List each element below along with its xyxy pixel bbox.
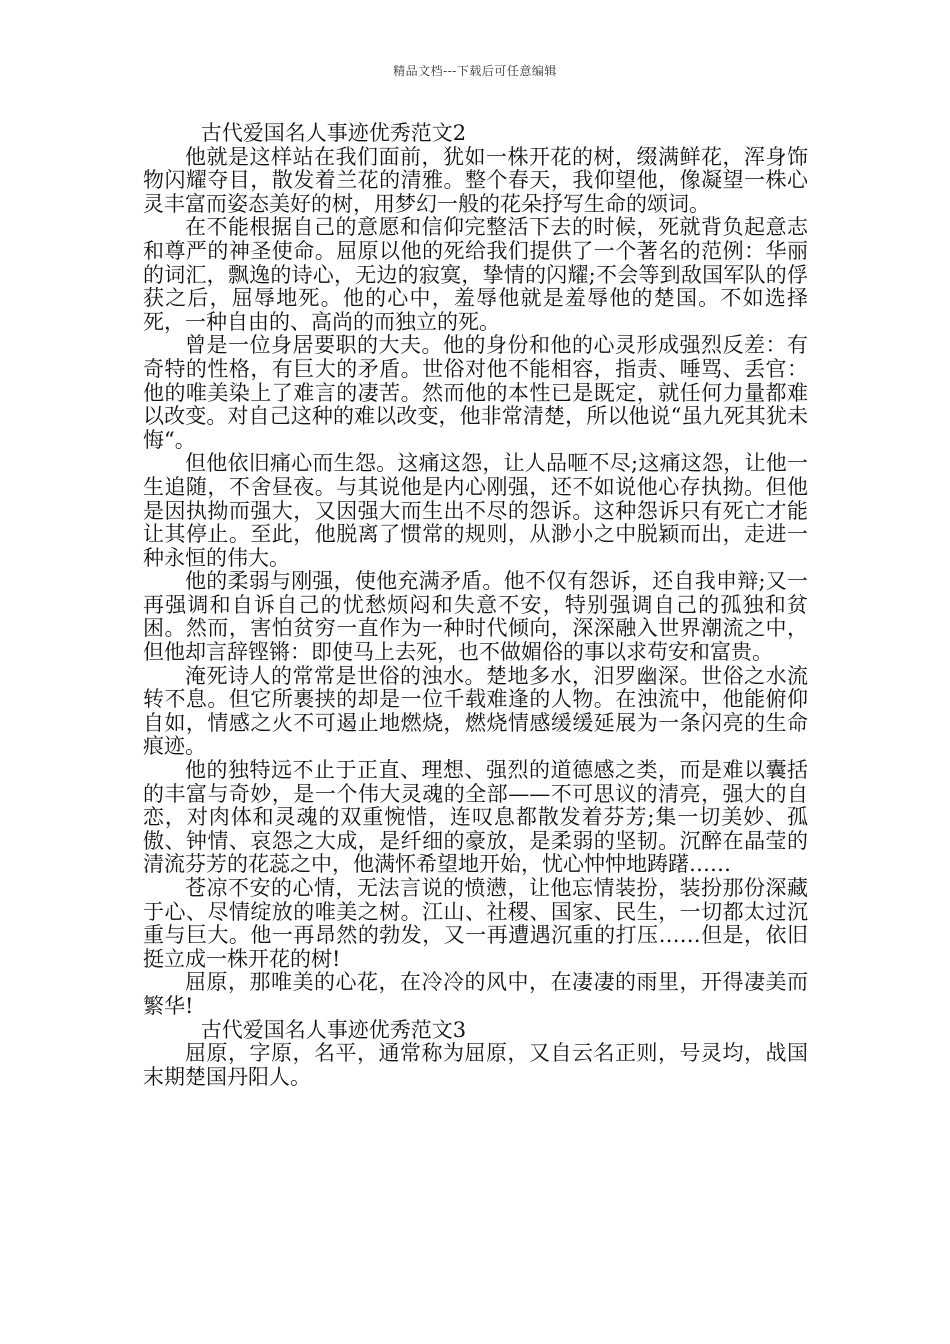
paragraph: 在不能根据自己的意愿和信仰完整活下去的时候，死就背负起意志和尊严的神圣使命。屈原以他的死给我们提供了一个著名的范例：华丽的词汇，飘逸的诗心，无边的寂寞，挚情的闪耀;不会等到敌国军队的俘获之后，屈辱地死。他的心中，羞辱他就是羞辱他的楚国。不如选择死，一种自由的、高尚的而独立的死。: [143, 215, 808, 334]
paragraph: 他的独特远不止于正直、理想、强烈的道德感之类，而是难以囊括的丰富与奇妙，是一个伟大灵魂的全部——不可思议的清亮，强大的自恋，对肉体和灵魂的双重惋惜，连叹息都散发着芬芳;集一切美妙、孤傲、钟情、哀怨之大成，是纤细的豪放，是柔弱的坚韧。沉醉在晶莹的清流芬芳的花蕊之中，他满怀希望地开始，忧心忡忡地踌躇……: [143, 758, 808, 877]
document-body: [143, 122, 808, 1089]
section-heading-3: 古代爱国名人事迹优秀范文3: [200, 1017, 467, 1042]
page-header: 精品文档---下载后可任意编辑: [393, 64, 557, 78]
paragraph: 苍凉不安的心情，无法言说的愤懑，让他忘情装扮，装扮那份深藏于心、尽情绽放的唯美之树。江山、社稷、国家、民生，一切都太过沉重与巨大。他一再昂然的勃发，又一再遭遇沉重的打压……但是，依旧挺立成一株开花的树!: [143, 876, 808, 971]
paragraph: 他的柔弱与刚强，使他充满矛盾。他不仅有怨诉，还自我申辩;又一再强调和自诉自己的忧愁烦闷和失意不安，特别强调自己的孤独和贫困。然而，害怕贫穷一直作为一种时代倾向，深深融入世界潮流之中，但他却言辞铿锵：即使马上去死，也不做媚俗的事以求苟安和富贵。: [143, 569, 808, 665]
paragraph: 曾是一位身居要职的大夫。他的身份和他的心灵形成强烈反差：有奇特的性格，有巨大的矛盾。世俗对他不能相容，指责、唾骂、丢官：他的唯美染上了难言的凄苦。然而他的本性已是既定，就任何力量都难以改变。对自己这种的难以改变，他非常清楚，所以他说“虽九死其犹未悔“。: [143, 333, 808, 452]
paragraph: 他就是这样站在我们面前，犹如一株开花的树，缀满鲜花，浑身饰物闪耀夺目，散发着兰花的清雅。整个春天，我仰望他，像凝望一株心灵丰富而姿态美好的树，用梦幻一般的花朵抒写生命的颂词。: [143, 144, 808, 216]
paragraph: 屈原，字原，名平，通常称为屈原，又自云名正则，号灵均，战国末期楚国丹阳人。: [143, 1041, 808, 1089]
paragraph: 淹死诗人的常常是世俗的浊水。楚地多水，汨罗幽深。世俗之水流转不息。但它所裹挟的却是一位千载难逢的人物。在浊流中，他能俯仰自如，情感之火不可遏止地燃烧，燃烧情感缓缓延展为一条闪亮的生命痕迹。: [143, 663, 808, 759]
paragraph: 屈原，那唯美的心花，在冷冷的风中，在凄凄的雨里，开得凄美而繁华!: [143, 970, 808, 1018]
paragraph: 但他依旧痛心而生怨。这痛这怨，让人品咂不尽;这痛这怨，让他一生追随，不舍昼夜。与其说他是内心刚强，还不如说他心存执拗。但他是因执拗而强大，又因强大而生出不尽的怨诉。这种怨诉只有死亡才能让其停止。至此，他脱离了惯常的规则，从渺小之中脱颖而出，走进一种永恒的伟大。: [143, 451, 808, 570]
section-heading-2: 古代爱国名人事迹优秀范文2: [200, 121, 467, 145]
